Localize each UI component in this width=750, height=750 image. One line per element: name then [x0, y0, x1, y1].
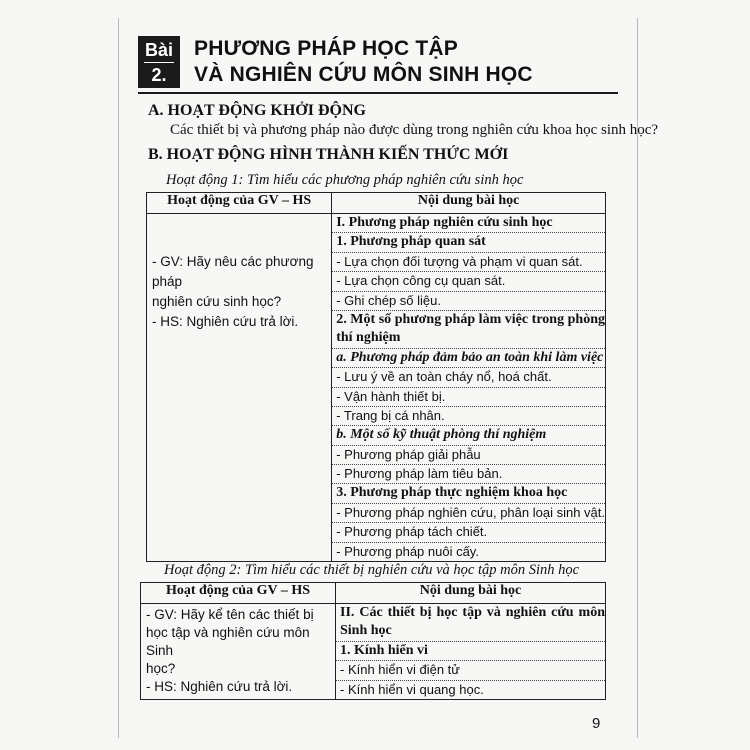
header-rule — [138, 92, 618, 94]
activity1-content-line: - Lựa chọn đối tượng và phạm vi quan sát. — [332, 253, 605, 272]
activity1-content-line: - Phương pháp nuôi cấy. — [336, 543, 479, 559]
activity1-left-line: nghiên cứu sinh học? — [152, 294, 282, 309]
activity1-content-line: - Lưu ý về an toàn cháy nổ, hoá chất. — [332, 368, 605, 387]
activity1-content-line: - Phương pháp nghiên cứu, phân loại sinh vật. — [332, 504, 605, 523]
activity1-left-line: - HS: Nghiên cứu trả lời. — [152, 314, 299, 329]
activity1-content-line: I. Phương pháp nghiên cứu sinh học — [332, 214, 605, 233]
activity1-content-line: - Ghi chép số liệu. — [332, 292, 605, 311]
lesson-title-line2: VÀ NGHIÊN CỨU MÔN SINH HỌC — [194, 63, 533, 86]
activity2-col-right: Nội dung bài học — [336, 583, 606, 604]
activity2-content-line: II. Các thiết bị học tập và nghiên cứu môn Sinh học — [336, 604, 605, 642]
section-a-heading: A. HOẠT ĐỘNG KHỞI ĐỘNG — [148, 102, 366, 119]
activity2-left-line: học? — [146, 661, 176, 676]
lesson-title-line1: PHƯƠNG PHÁP HỌC TẬP — [194, 37, 458, 60]
activity2-col-left: Hoạt động của GV – HS — [141, 583, 336, 604]
activity1-content-line: 1. Phương pháp quan sát — [332, 233, 605, 252]
activity1-table — [146, 192, 606, 562]
activity1-content-line: 3. Phương pháp thực nghiệm khoa học — [332, 484, 605, 503]
activity1-content-line: - Phương pháp làm tiêu bản. — [332, 465, 605, 484]
lesson-badge-word: Bài — [144, 40, 173, 60]
lesson-title — [194, 36, 533, 88]
activity2-caption: Hoạt động 2: Tìm hiểu các thiết bị nghiên cứu và học tập môn Sinh học — [164, 562, 580, 578]
activity1-content-line: - Lựa chọn công cụ quan sát. — [332, 272, 605, 291]
activity2-content-line: - Kính hiển vi điện tử — [336, 661, 605, 680]
activity1-content-row — [147, 214, 606, 562]
activity2-left-line: - GV: Hãy kể tên các thiết bị — [146, 607, 314, 622]
activity1-content-line: - Phương pháp giải phẫu — [332, 446, 605, 465]
activity2-left-line: - HS: Nghiên cứu trả lời. — [146, 679, 293, 694]
lesson-badge — [138, 36, 180, 88]
activity1-left-cell — [147, 214, 332, 562]
section-a-question: Các thiết bị và phương pháp nào được dùng trong nghiên cứu khoa học sinh học? — [170, 122, 659, 138]
activity2-left-cell — [141, 604, 336, 700]
activity1-header-row — [147, 193, 606, 214]
lesson-badge-number: 2. — [144, 62, 174, 87]
activity1-content-line: 2. Một số phương pháp làm việc trong phòng thí nghiệm — [332, 311, 605, 349]
activity2-header-row — [141, 583, 606, 604]
activity1-caption: Hoạt động 1: Tìm hiểu các phương pháp nghiên cứu sinh học — [166, 172, 524, 188]
activity1-right-cell — [332, 214, 606, 562]
section-b-heading: B. HOẠT ĐỘNG HÌNH THÀNH KIẾN THỨC MỚI — [148, 146, 509, 163]
activity2-right-cell — [336, 604, 606, 700]
activity2-left-line: học tập và nghiên cứu môn Sinh — [146, 625, 310, 658]
activity2-content-row — [141, 604, 606, 700]
activity1-content-line: - Phương pháp tách chiết. — [332, 523, 605, 542]
activity1-col-left: Hoạt động của GV – HS — [147, 193, 332, 214]
activity1-content-line: - Trang bị cá nhân. — [332, 407, 605, 426]
activity2-content-line: - Kính hiển vi quang học. — [340, 681, 484, 697]
activity1-content-line: b. Một số kỹ thuật phòng thí nghiệm — [332, 426, 605, 445]
activity1-col-right: Nội dung bài học — [332, 193, 606, 214]
activity2-table — [140, 582, 606, 700]
activity1-content-line: a. Phương pháp đảm bảo an toàn khi làm việc — [332, 349, 605, 368]
activity1-left-line: - GV: Hãy nêu các phương pháp — [152, 254, 314, 289]
activity2-content-line: 1. Kính hiển vi — [336, 642, 605, 661]
page-number: 9 — [592, 715, 601, 732]
activity1-content-line: - Vận hành thiết bị. — [332, 388, 605, 407]
